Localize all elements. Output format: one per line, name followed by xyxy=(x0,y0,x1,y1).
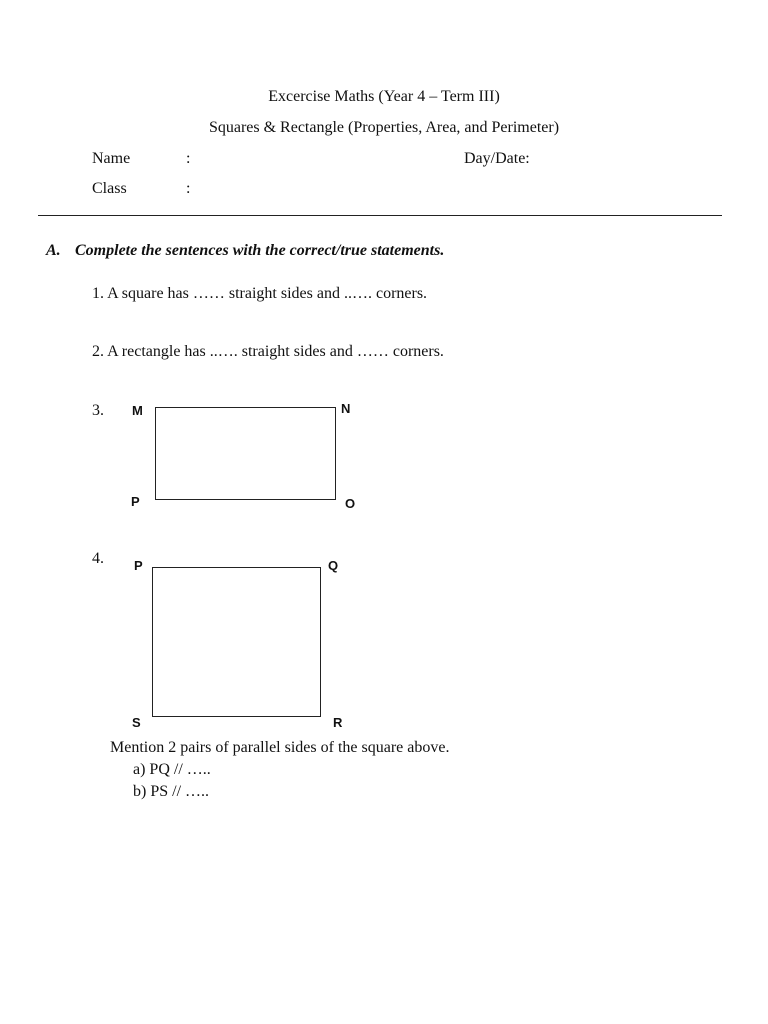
worksheet-title: Excercise Maths (Year 4 – Term III) xyxy=(268,88,500,105)
name-label: Name xyxy=(92,150,131,167)
question-2: 2. A rectangle has ..…. straight sides and …… corners. xyxy=(92,343,444,360)
worksheet-subtitle: Squares & Rectangle (Properties, Area, and Perimeter) xyxy=(208,119,560,136)
rectangle-mnop xyxy=(155,407,336,500)
answer-line-a: a) PQ // ….. xyxy=(133,761,211,778)
question-1: 1. A square has …… straight sides and ..…. corners. xyxy=(92,285,428,302)
question-4-prompt: Mention 2 pairs of parallel sides of the square above. xyxy=(110,739,450,756)
question-3-number: 3. xyxy=(92,402,104,419)
class-label: Class xyxy=(92,180,127,197)
vertex-label-o: O xyxy=(345,496,356,511)
class-colon: : xyxy=(186,180,191,197)
question-4-number: 4. xyxy=(92,550,104,567)
vertex-label-m: M xyxy=(132,403,143,418)
vertex-label-s: S xyxy=(132,715,141,730)
section-letter: A. xyxy=(46,242,61,259)
vertex-label-p-square: P xyxy=(134,558,143,573)
name-colon: : xyxy=(186,150,191,167)
vertex-label-q: Q xyxy=(328,558,339,573)
vertex-label-n: N xyxy=(341,401,351,416)
answer-line-b: b) PS // ….. xyxy=(133,783,210,800)
square-pqrs xyxy=(152,567,321,717)
vertex-label-p: P xyxy=(131,494,140,509)
vertex-label-r: R xyxy=(333,715,343,730)
date-label: Day/Date: xyxy=(464,150,530,167)
header-divider xyxy=(38,215,722,216)
section-instruction: Complete the sentences with the correct/true statements. xyxy=(75,242,445,259)
